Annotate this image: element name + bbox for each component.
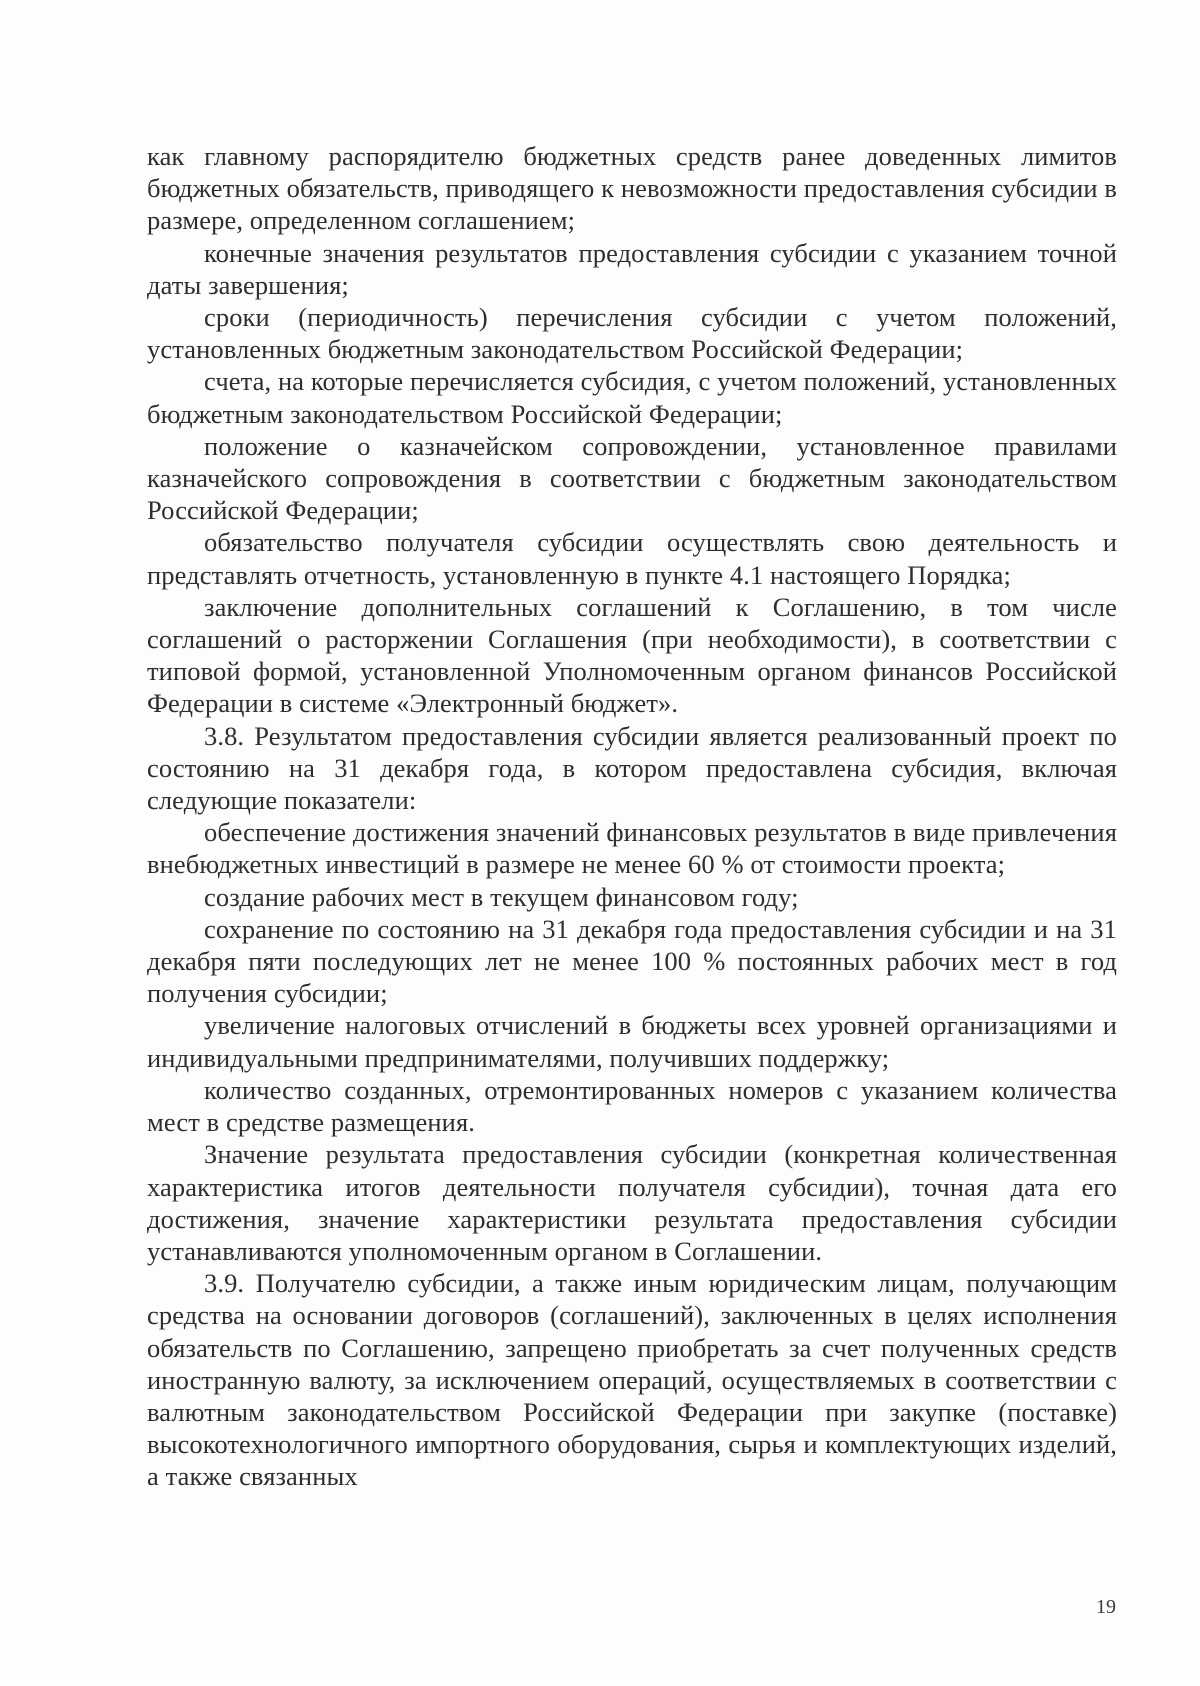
paragraph-result-value: Значение результата предоставления субсидии (конкретная количественная характеристика итогов деятельности получателя субсидии), точная дата его достижения, значение характеристики результата предоставления субсидии устанавливаются уполномоченным органом в Соглашении.	[147, 1139, 1117, 1266]
paragraph-3-9: 3.9. Получателю субсидии, а также иным юридическим лицам, получающим средства на основании договоров (соглашений), заключенных в целях исполнения обязательств по Соглашению, запрещено приобретать за счет полученных средств иностранную валюту, за исключением операций, осуществляемых в соответствии с валютным законодательством Российской Федерации при закупке (поставке) высокотехнологичного импортного оборудования, сырья и комплектующих изделий, а также связанных	[147, 1268, 1117, 1492]
paragraph-continuation: как главному распорядителю бюджетных средств ранее доведенных лимитов бюджетных обязательств, приводящего к невозможности предоставления субсидии в размере, определенном соглашением;	[147, 141, 1117, 236]
paragraph-transfer-periods: сроки (периодичность) перечисления субсидии с учетом положений, установленных бюджетным законодательством Российской Федерации;	[147, 302, 1117, 365]
paragraph-reporting-obligation: обязательство получателя субсидии осуществлять свою деятельность и представлять отчетность, установленную в пункте 4.1 настоящего Порядка;	[147, 527, 1117, 590]
paragraph-additional-agreements: заключение дополнительных соглашений к Соглашению, в том числе соглашений о расторжении Соглашения (при необходимости), в соответствии с типовой формой, установленной Уполномоченным органом финансов Российской Федерации в системе «Электронный бюджет».	[147, 591, 1117, 719]
paragraph-accounts: счета, на которые перечисляется субсидия, с учетом положений, установленных бюджетным законодательством Российской Федерации;	[147, 366, 1117, 429]
paragraph-financial-results: обеспечение достижения значений финансовых результатов в виде привлечения внебюджетных инвестиций в размере не менее 60 % от стоимости проекта;	[147, 817, 1117, 880]
paragraph-job-creation: создание рабочих мест в текущем финансовом году;	[204, 881, 799, 912]
paragraph-tax-increase: увеличение налоговых отчислений в бюджеты всех уровней организациями и индивидуальными предпринимателями, получивших поддержку;	[147, 1010, 1117, 1073]
paragraph-job-retention: сохранение по состоянию на 31 декабря года предоставления субсидии и на 31 декабря пяти последующих лет не менее 100 % постоянных рабочих мест в год получения субсидии;	[147, 913, 1117, 1009]
paragraph-3-8: 3.8. Результатом предоставления субсидии является реализованный проект по состоянию на 31 декабря года, в котором предоставлена субсидия, включая следующие показатели:	[147, 720, 1117, 816]
body-text	[147, 140, 1117, 1493]
page-number: 19	[1096, 1596, 1116, 1618]
paragraph-final-values: конечные значения результатов предоставления субсидии с указанием точной даты завершения;	[147, 237, 1117, 300]
paragraph-rooms-count: количество созданных, отремонтированных номеров с указанием количества мест в средстве размещения.	[147, 1074, 1117, 1138]
paragraph-treasury-support: положение о казначейском сопровождении, установленное правилами казначейского сопровождения в соответствии с бюджетным законодательством Российской Федерации;	[147, 430, 1117, 526]
